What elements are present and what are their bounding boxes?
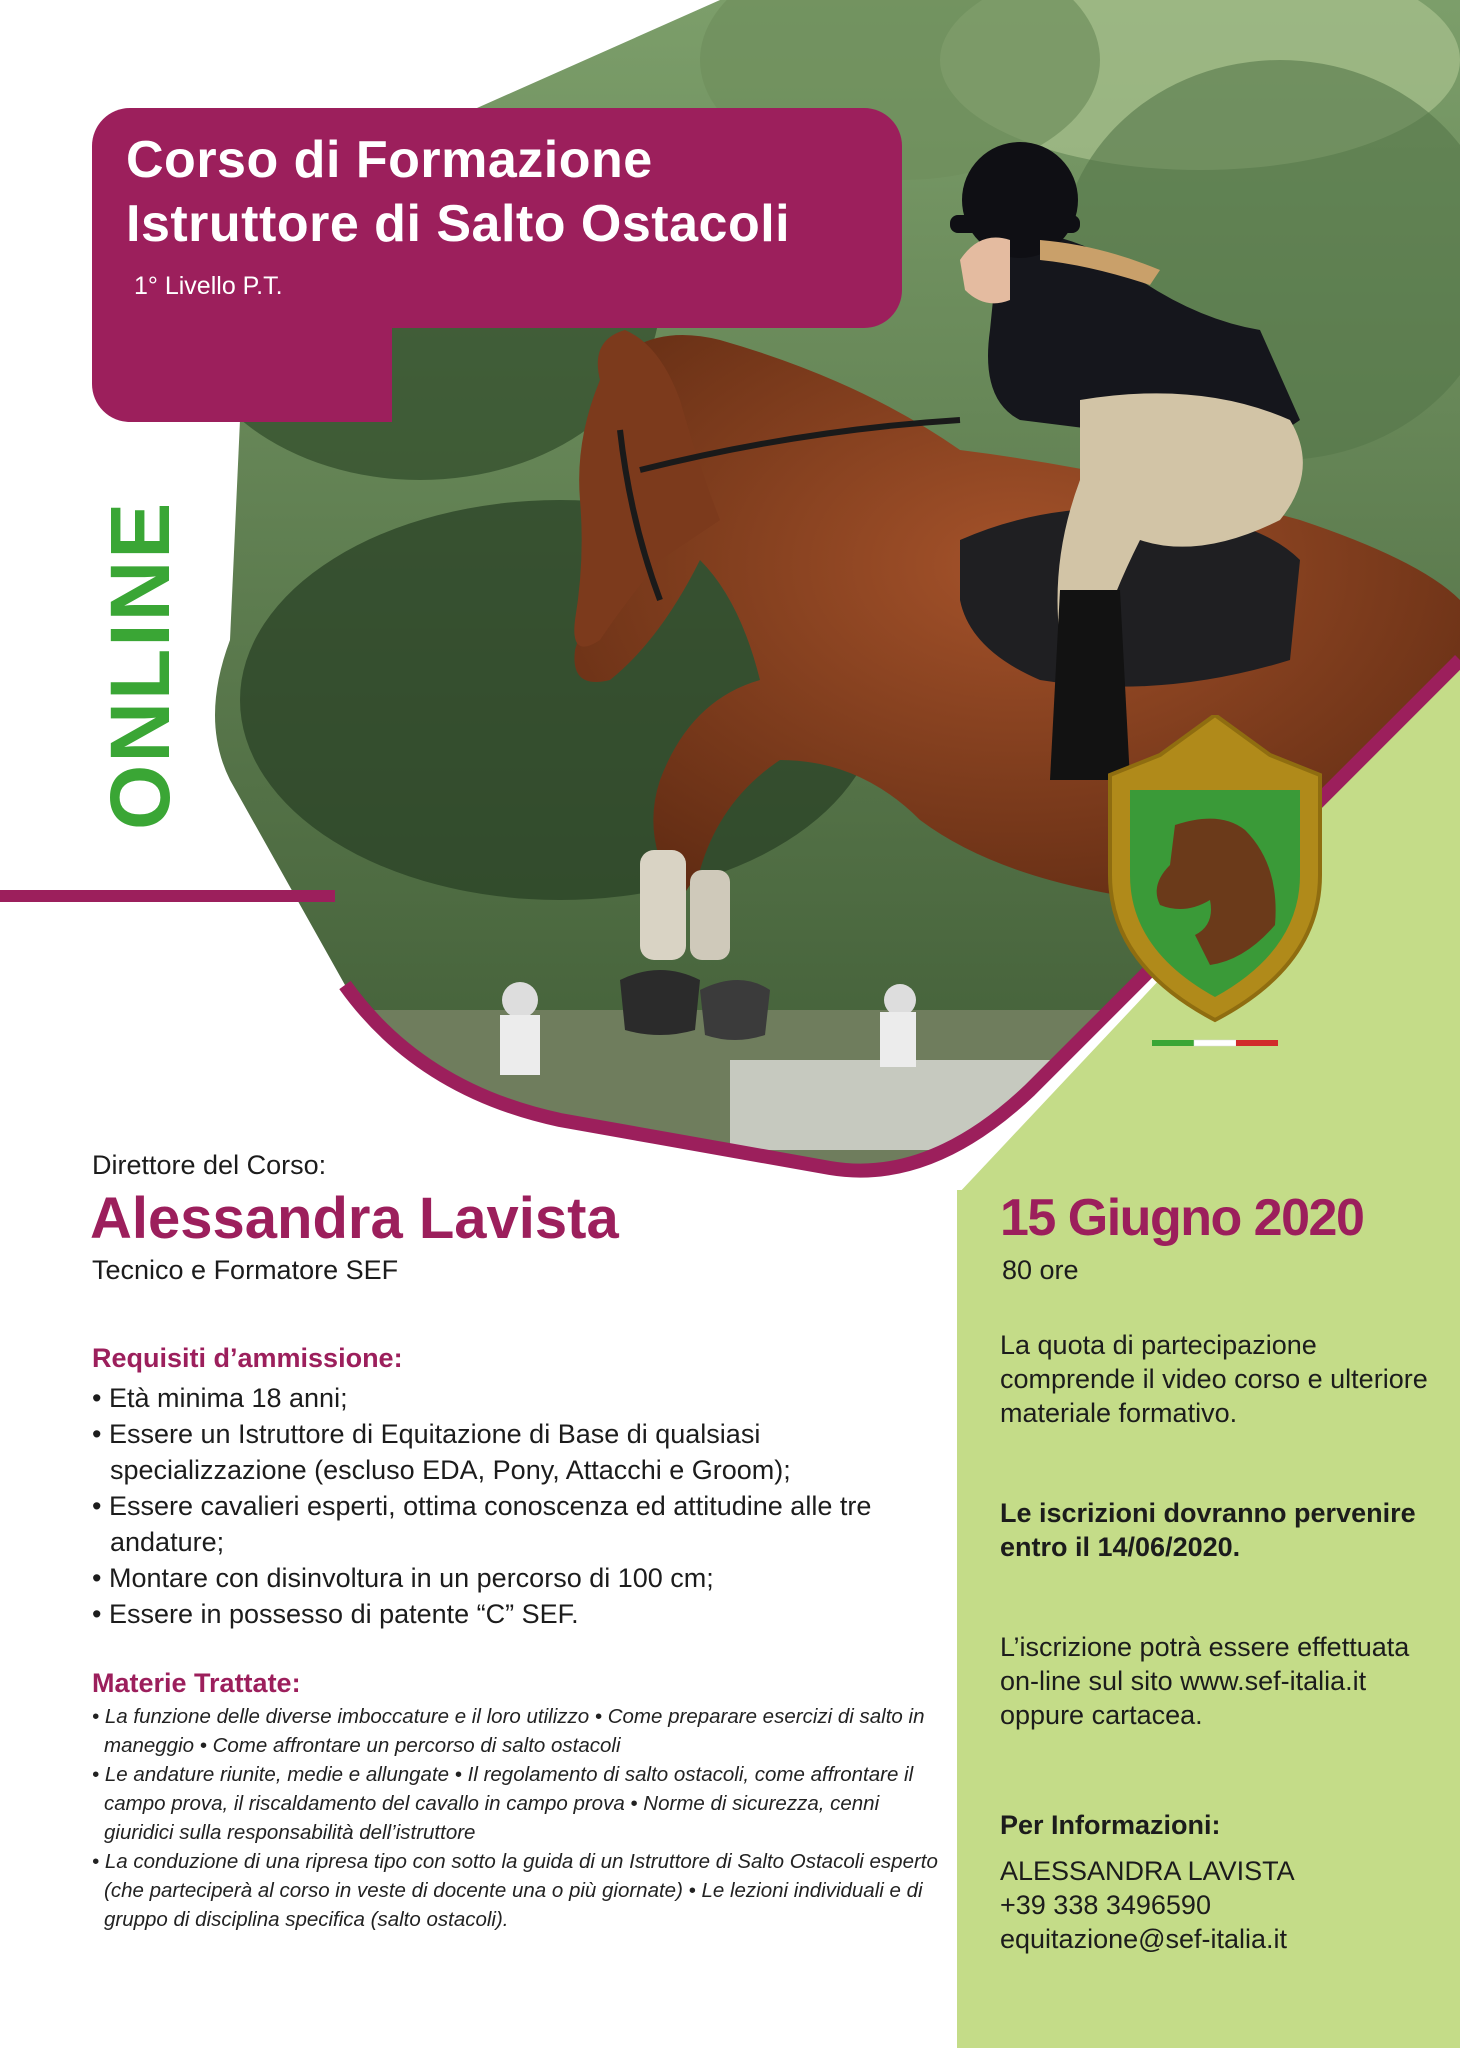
- contact-phone: +39 338 3496590: [1000, 1890, 1211, 1920]
- contact-email: equitazione@sef-italia.it: [1000, 1924, 1288, 1954]
- subjects-title: Materie Trattate:: [92, 1668, 301, 1698]
- list-item: • La funzione delle diverse imboccature e il loro utilizzo • Come preparare esercizi di salto in maneggio • Come affrontare un percorso di salto ostacoli: [92, 1705, 925, 1757]
- director-role: Tecnico e Formatore SEF: [92, 1255, 399, 1285]
- list-item: • Essere cavalieri esperti, ottima conoscenza ed attitudine alle tre andature;: [92, 1491, 872, 1557]
- registration-info: L’iscrizione potrà essere effettuata on-line sul sito www.sef-italia.it oppure cartacea.: [1000, 1632, 1410, 1730]
- course-title-line2: Istruttore di Salto Ostacoli: [126, 195, 791, 253]
- list-item: • Essere in possesso di patente “C” SEF.: [92, 1599, 579, 1629]
- subjects-list: [92, 1702, 952, 1934]
- requirements-title: Requisiti d’ammissione:: [92, 1343, 403, 1373]
- list-item: • Età minima 18 anni;: [92, 1383, 348, 1413]
- title-box-extension: [92, 320, 392, 422]
- requirements-list: [92, 1380, 952, 1632]
- director-label: Direttore del Corso:: [92, 1150, 327, 1180]
- contact-title: Per Informazioni:: [1000, 1810, 1221, 1840]
- list-item: • Le andature riunite, medie e allungate • Il regolamento di salto ostacoli, come affrontare il campo prova, il riscaldamento del cavallo in campo prova • Norme di sicurezza, cenni giuridici sulla responsabilità dell’istruttore: [92, 1763, 914, 1844]
- list-item: • Essere un Istruttore di Equitazione di Base di qualsiasi specializzazione (escluso EDA, Pony, Attacchi e Groom);: [92, 1419, 791, 1485]
- online-label: ONLINE: [93, 500, 187, 830]
- course-date: 15 Giugno 2020: [1000, 1189, 1364, 1247]
- director-name: Alessandra Lavista: [90, 1186, 619, 1251]
- list-item: • Montare con disinvoltura in un percorso di 100 cm;: [92, 1563, 714, 1593]
- fee-note: La quota di partecipazione comprende il video corso e ulteriore materiale formativo.: [1000, 1330, 1428, 1428]
- sef-shield-logo-icon: [1070, 715, 1360, 1060]
- course-hours: 80 ore: [1002, 1255, 1079, 1285]
- divider-line: [0, 890, 335, 902]
- contact-name: ALESSANDRA LAVISTA: [1000, 1856, 1295, 1886]
- registration-deadline: Le iscrizioni dovranno pervenire entro il 14/06/2020.: [1000, 1498, 1416, 1562]
- course-title-line1: Corso di Formazione: [126, 131, 653, 189]
- course-level: 1° Livello P.T.: [134, 272, 283, 300]
- list-item: • La conduzione di una ripresa tipo con sotto la guida di un Istruttore di Salto Ostacoli esperto (che parteciperà al corso in veste di docente una o più giornate) • Le lezioni individuali e di gruppo di disciplina specifica (salto ostacoli).: [92, 1850, 938, 1931]
